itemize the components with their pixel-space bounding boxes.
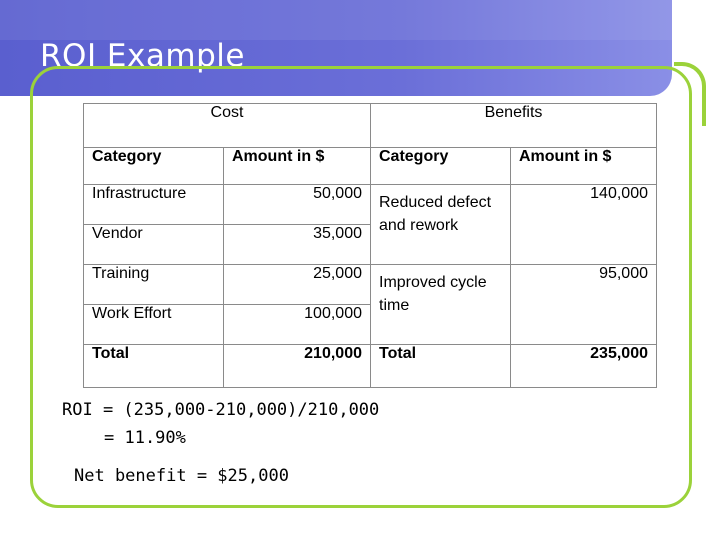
- cost-category-header: Category: [84, 148, 224, 185]
- net-benefit: Net benefit = $25,000: [74, 466, 289, 486]
- benefit-amount-cell: 95,000: [511, 265, 657, 345]
- benefit-category-header: Category: [371, 148, 511, 185]
- slide-title: ROI Example: [40, 38, 245, 74]
- total-cost-amount: 210,000: [224, 345, 371, 388]
- roi-table-container: [83, 103, 657, 387]
- benefit-category-cell: Improved cycle time: [371, 265, 511, 345]
- table-row: [84, 185, 657, 225]
- cost-category-cell: Work Effort: [84, 305, 224, 345]
- cost-category-cell: Training: [84, 265, 224, 305]
- benefit-amount-header: Amount in $: [511, 148, 657, 185]
- cost-category-cell: Vendor: [84, 225, 224, 265]
- roi-result: = 11.90%: [104, 428, 186, 448]
- benefit-category-cell: Reduced defect and rework: [371, 185, 511, 265]
- cost-amount-cell: 25,000: [224, 265, 371, 305]
- cost-amount-header: Amount in $: [224, 148, 371, 185]
- total-cost-label: Total: [84, 345, 224, 388]
- cost-amount-cell: 100,000: [224, 305, 371, 345]
- group-header-row: [84, 104, 657, 148]
- cost-amount-cell: 50,000: [224, 185, 371, 225]
- frame-accent: [674, 62, 706, 126]
- cost-amount-cell: 35,000: [224, 225, 371, 265]
- column-header-row: [84, 148, 657, 185]
- cost-category-cell: Infrastructure: [84, 185, 224, 225]
- total-benefits-amount: 235,000: [511, 345, 657, 388]
- roi-table: [83, 103, 657, 388]
- benefit-amount-cell: 140,000: [511, 185, 657, 265]
- benefits-group-header: Benefits: [371, 104, 657, 148]
- cost-group-header: Cost: [84, 104, 371, 148]
- total-benefits-label: Total: [371, 345, 511, 388]
- total-row: [84, 345, 657, 388]
- roi-formula: ROI = (235,000-210,000)/210,000: [62, 400, 380, 420]
- table-row: [84, 265, 657, 305]
